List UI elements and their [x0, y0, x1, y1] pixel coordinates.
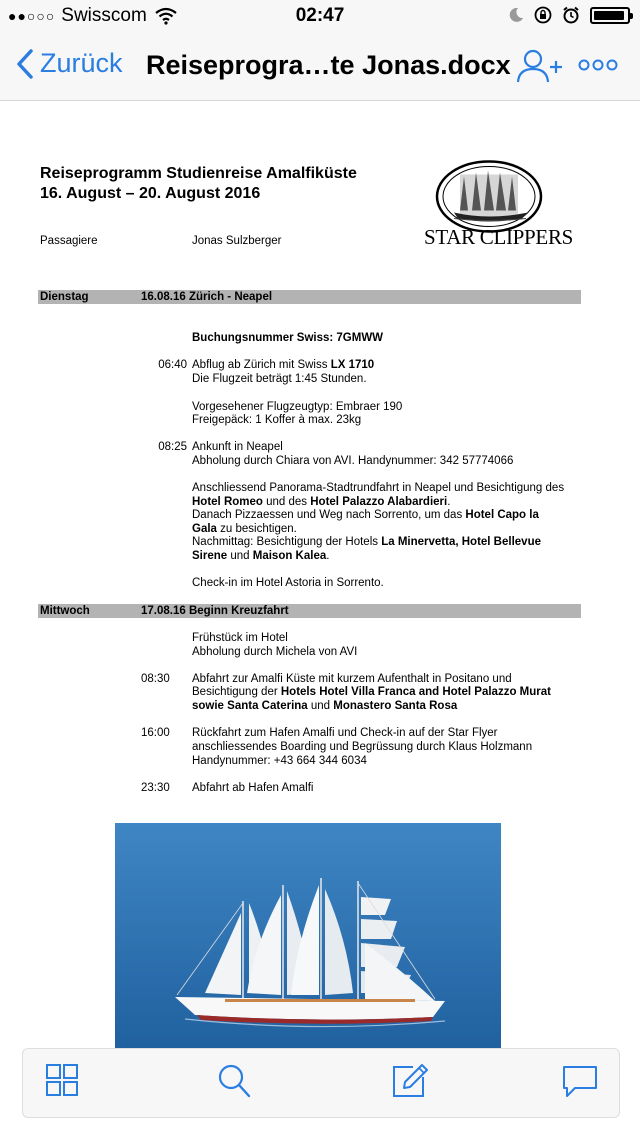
doc-title: Reiseprogramm Studienreise Amalfiküste	[40, 165, 357, 182]
status-bar	[0, 0, 640, 32]
flight-number: LX 1710	[330, 359, 375, 371]
amalfi-line-2	[192, 686, 551, 700]
bottom-toolbar	[22, 1048, 620, 1118]
more-icon[interactable]	[578, 58, 618, 72]
hotel-gala: Gala	[192, 523, 217, 535]
afternoon-line	[192, 536, 541, 550]
document-view[interactable]	[0, 101, 640, 1048]
pizza-text: Danach Pizzaessen und Weg nach Sorrento, um das	[192, 509, 466, 521]
breakfast: Frühstück im Hotel	[192, 632, 288, 644]
moon-icon	[508, 7, 524, 23]
time-0825: 08:25	[158, 441, 187, 453]
booking-number: Buchungsnummer Swiss: 7GMWW	[192, 332, 384, 344]
pizza-line	[192, 509, 539, 523]
time-0830: 08:30	[141, 673, 170, 685]
period: .	[447, 496, 451, 508]
depart-amalfi: Abfahrt ab Hafen Amalfi	[192, 782, 314, 794]
status-time: 02:47	[295, 5, 345, 26]
day-weekday: Mittwoch	[40, 605, 90, 617]
flight-duration: Die Flugzeit beträgt 1:45 Stunden.	[192, 373, 367, 385]
amalfi-line-1: Abfahrt zur Amalfi Küste mit kurzem Aufenthalt in Positano und	[192, 673, 512, 685]
visit-text: zu besichtigen.	[216, 523, 297, 535]
hotel-romeo: Hotel Romeo	[192, 496, 263, 508]
aircraft-type: Vorgesehener Flugzeugtyp: Embraer 190	[192, 401, 403, 413]
doc-date-range: 16. August – 20. August 2016	[40, 185, 261, 202]
day-header-tuesday	[38, 290, 581, 304]
back-button[interactable]	[16, 48, 123, 79]
signal-strength-icon: ●●○○○	[8, 8, 56, 24]
checkin-sorrento: Check-in im Hotel Astoria in Sorrento.	[192, 577, 384, 589]
day-header-wednesday	[38, 604, 581, 618]
connector-text: und des	[262, 496, 311, 508]
santa-caterina: sowie Santa Caterina	[192, 700, 308, 712]
amalfi-line-3	[192, 700, 457, 714]
passengers-value: Jonas Sulzberger	[192, 235, 282, 247]
search-icon[interactable]	[217, 1063, 251, 1099]
rotation-lock-icon	[534, 6, 552, 24]
hotels-villa-franca-palazzo-murat: Hotels Hotel Villa Franca and Hotel Palazzo Murat	[280, 686, 551, 698]
hotel-palazzo-alabardieri: Hotel Palazzo Alabardieri	[310, 496, 448, 508]
back-label: Zurück	[40, 48, 123, 78]
hotel-sirene: Sirene	[192, 550, 228, 562]
page-title: Reiseprogra…te Jonas.docx	[146, 50, 511, 80]
departure-line	[192, 359, 374, 373]
tour-line-2	[192, 496, 450, 510]
monastero-santa-rosa: Monastero Santa Rosa	[333, 700, 458, 712]
return-line-2: anschliessendes Boarding und Begrüssung durch Klaus Holzmann	[192, 741, 533, 753]
hotel-minervetta-bellevue: La Minervetta, Hotel Bellevue	[381, 536, 541, 548]
navigation-bar	[0, 32, 640, 101]
battery-icon	[590, 7, 630, 24]
baggage-allowance: Freigepäck: 1 Koffer à max. 23kg	[192, 414, 362, 426]
pickup-chiara: Abholung durch Chiara von AVI. Handynummer: 342 57774066	[192, 455, 514, 467]
and-text: und	[227, 550, 253, 562]
departure-text: Abflug ab Zürich mit Swiss	[192, 359, 331, 371]
tour-line-1: Anschliessend Panorama-Stadtrundfahrt in Neapel und Besichtigung des	[192, 482, 565, 494]
return-line-1: Rückfahrt zum Hafen Amalfi und Check-in auf der Star Flyer	[192, 727, 498, 739]
and-text: und	[307, 700, 334, 712]
return-line-3: Handynummer: +43 664 344 6034	[192, 755, 367, 767]
hotel-capo-la: Hotel Capo la	[465, 509, 539, 521]
chevron-left-icon	[16, 49, 34, 79]
pickup-michela: Abholung durch Michela von AVI	[192, 646, 358, 658]
time-2330: 23:30	[141, 782, 170, 794]
logo-text: STAR CLIPPERS	[424, 225, 574, 249]
add-user-icon[interactable]	[516, 48, 564, 84]
arrival-naples: Ankunft in Neapel	[192, 441, 283, 453]
sirene-line	[192, 550, 329, 564]
comment-icon[interactable]	[561, 1063, 599, 1099]
time-1600: 16:00	[141, 727, 170, 739]
time-0640: 06:40	[158, 359, 187, 371]
carrier-name: Swisscom	[61, 5, 147, 26]
edit-icon[interactable]	[391, 1063, 429, 1099]
hotel-maison-kalea: Maison Kalea	[252, 550, 327, 562]
afternoon-text: Nachmittag: Besichtigung der Hotels	[192, 536, 382, 548]
visit-text: Besichtigung der	[192, 686, 281, 698]
day-date-place: 17.08.16 Beginn Kreuzfahrt	[141, 605, 289, 617]
grid-icon[interactable]	[45, 1063, 79, 1097]
battery-level	[594, 11, 624, 20]
gala-line	[192, 523, 297, 537]
day-date-place: 16.08.16 Zürich - Neapel	[141, 291, 273, 303]
sailing-ship-photo	[115, 823, 501, 1048]
alarm-icon	[562, 6, 580, 24]
day-weekday: Dienstag	[40, 291, 89, 303]
period: .	[326, 550, 330, 562]
passengers-label: Passagiere	[40, 235, 98, 247]
